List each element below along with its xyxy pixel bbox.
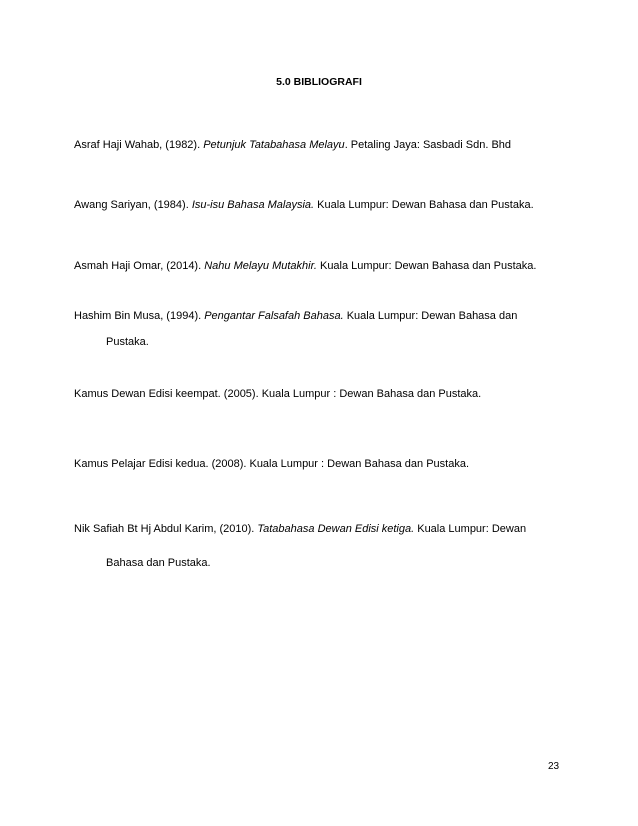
bibliography-entry (74, 381, 574, 407)
entry-publisher: Kuala Lumpur: Dewan Bahasa dan (343, 310, 518, 322)
bibliography-entry (74, 192, 574, 218)
entry-publisher: Kuala Lumpur: Dewan (414, 523, 527, 535)
entry-continuation: Bahasa dan Pustaka. (106, 557, 211, 569)
entry-title: Isu-isu Bahasa Malaysia. (191, 199, 315, 211)
bibliography-entry (74, 303, 574, 355)
entry-publisher: . Petaling Jaya: Sasbadi Sdn. Bhd (344, 139, 512, 151)
entry-text: Kamus Pelajar Edisi kedua. (2008). Kuala Lumpur : Dewan Bahasa dan Pustaka. (74, 458, 470, 470)
bibliography-entry (74, 451, 574, 477)
entry-author-year: Asraf Haji Wahab, (1982). (74, 139, 204, 151)
entry-title: Tatabahasa Dewan Edisi ketiga. (257, 523, 415, 535)
entry-title: Petunjuk Tatabahasa Melayu (203, 139, 345, 151)
entry-text: Kamus Dewan Edisi keempat. (2005). Kuala Lumpur : Dewan Bahasa dan Pustaka. (74, 388, 482, 400)
bibliography-entry (74, 516, 574, 576)
entry-author-year: Nik Safiah Bt Hj Abdul Karim, (2010). (74, 523, 258, 535)
entry-publisher: Kuala Lumpur: Dewan Bahasa dan Pustaka. (316, 260, 537, 272)
title-text: 5.0 BIBLIOGRAFI (276, 76, 362, 88)
page-number: 23 (548, 761, 560, 772)
entry-author-year: Asmah Haji Omar, (2014). (74, 260, 205, 272)
entry-title: Nahu Melayu Mutakhir. (204, 260, 317, 272)
entry-author-year: Hashim Bin Musa, (1994). (74, 310, 205, 322)
entry-continuation: Pustaka. (106, 336, 149, 348)
entry-author-year: Awang Sariyan, (1984). (74, 199, 192, 211)
entry-publisher: Kuala Lumpur: Dewan Bahasa dan Pustaka. (314, 199, 534, 211)
bibliography-entry (74, 132, 574, 158)
page-title (0, 76, 638, 88)
bibliography-entry (74, 253, 574, 279)
entry-title: Pengantar Falsafah Bahasa. (204, 310, 344, 322)
